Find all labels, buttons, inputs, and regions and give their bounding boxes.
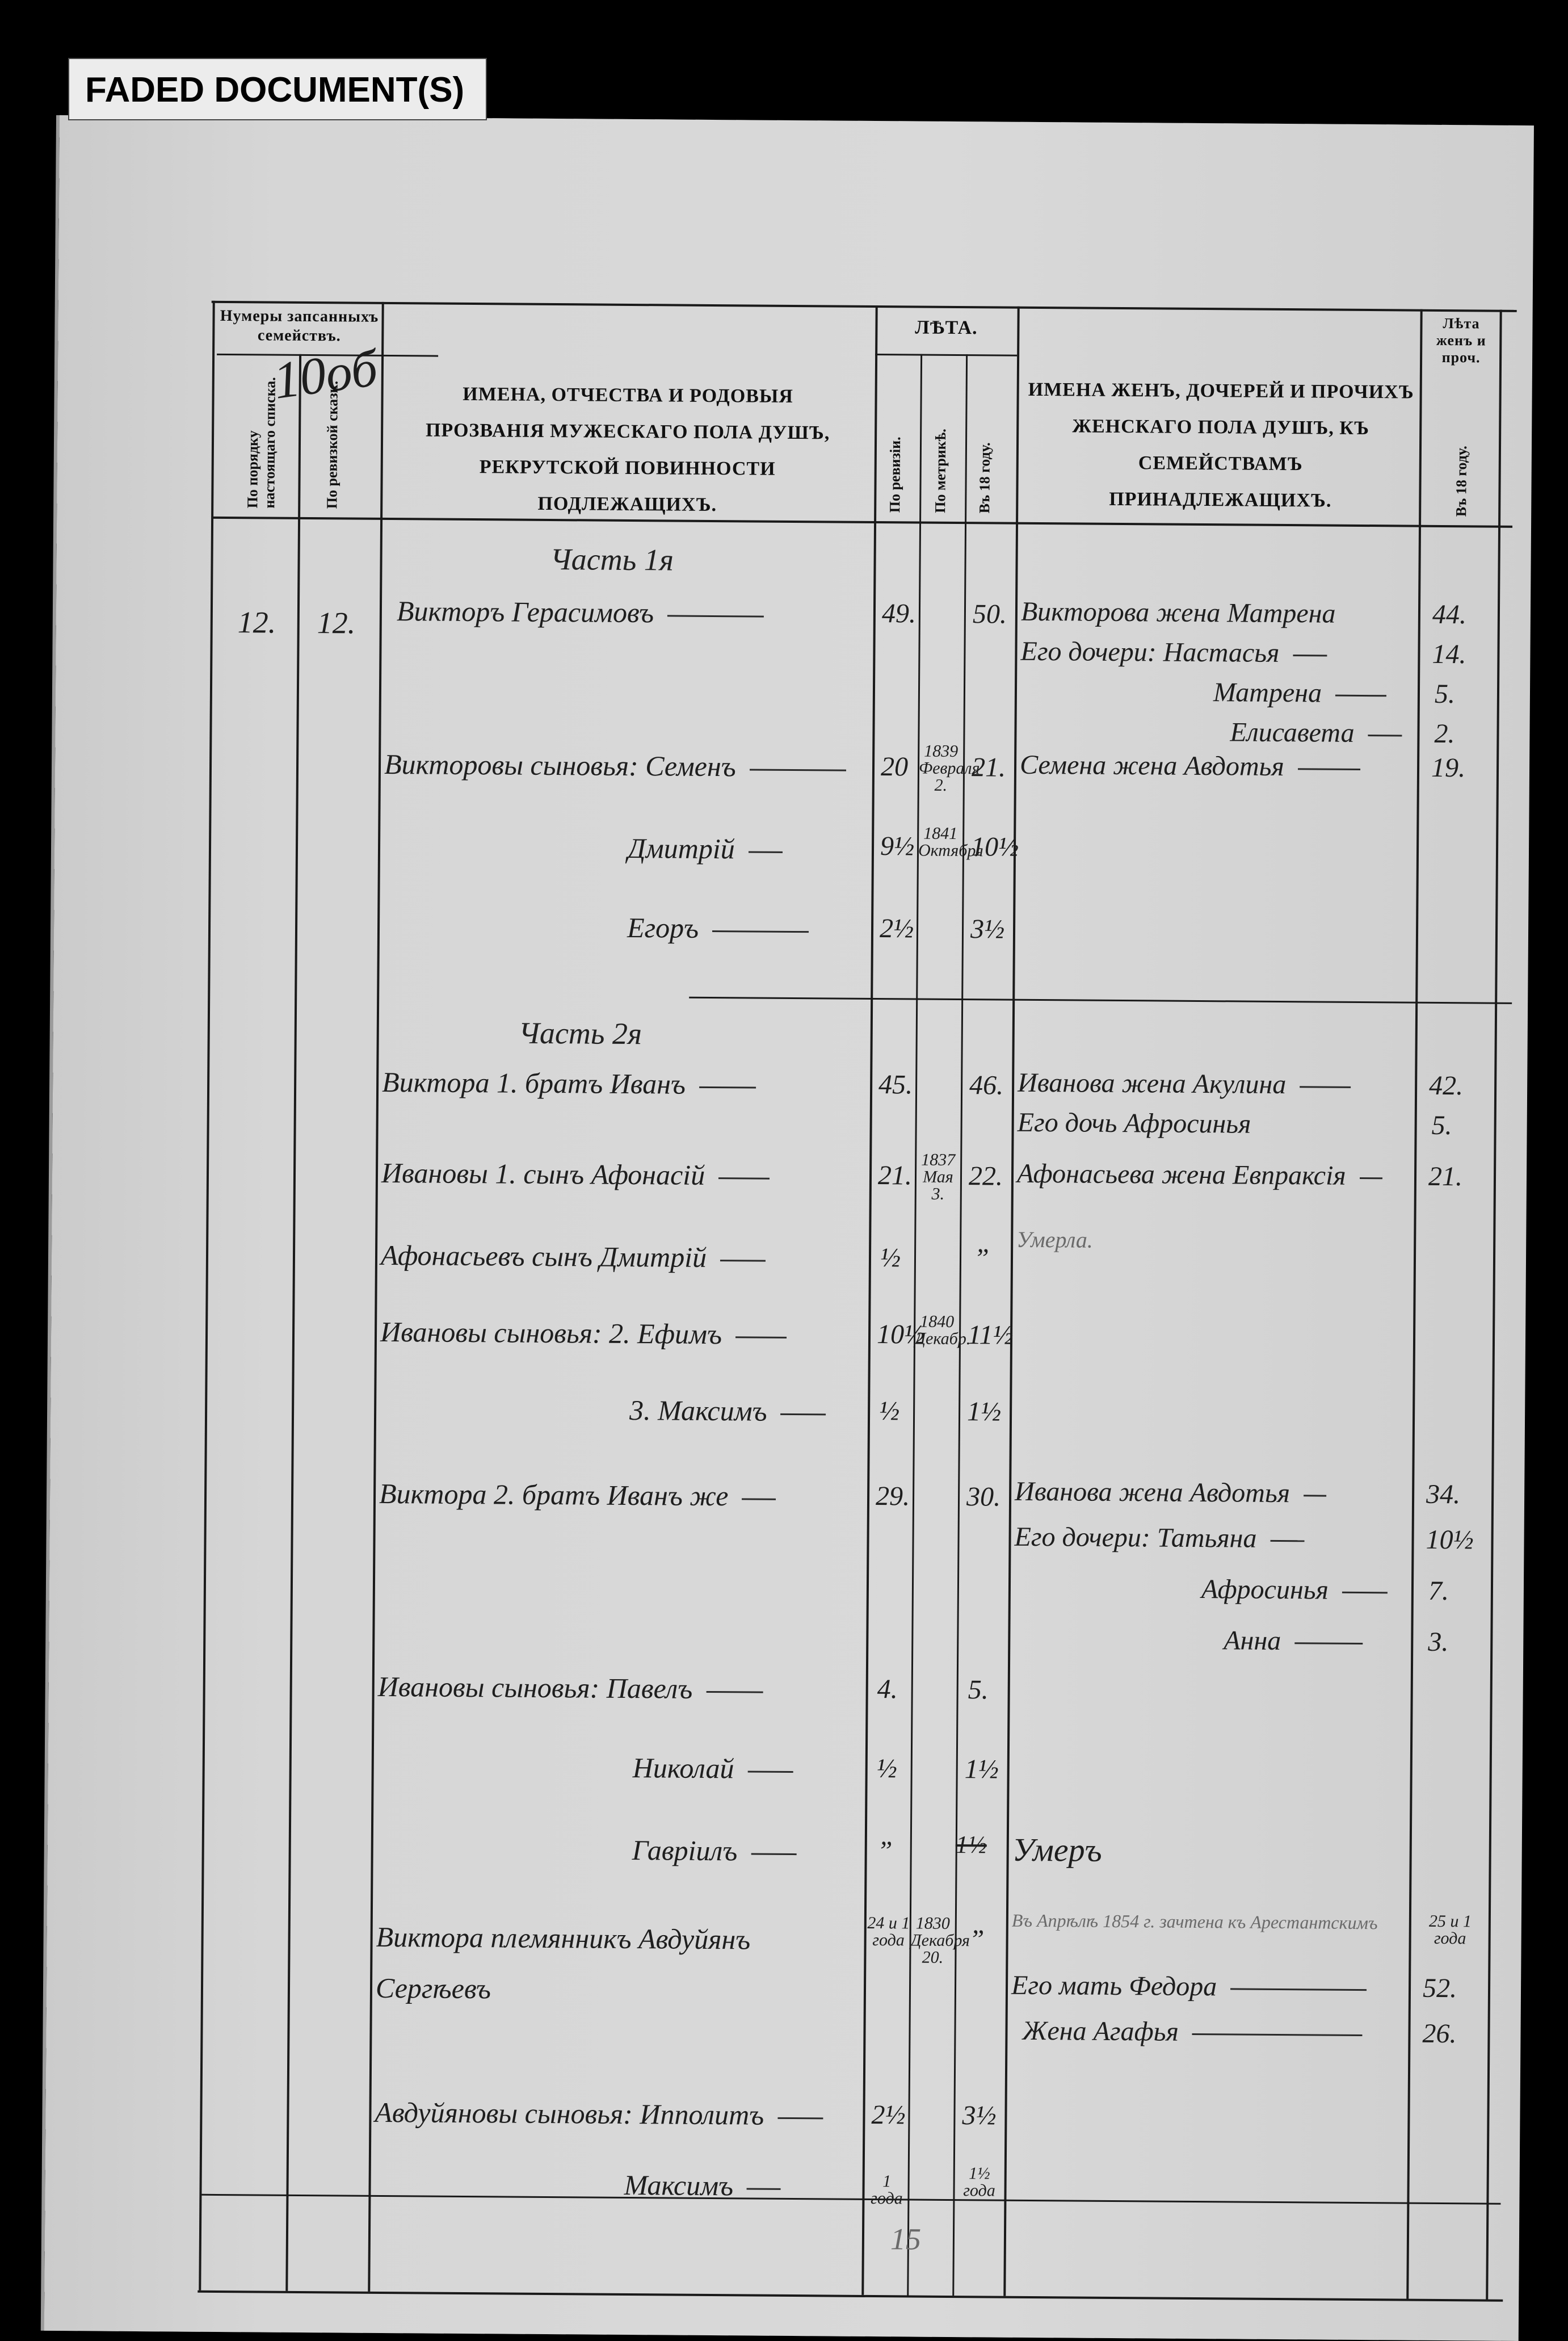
female-age: 7. (1428, 1575, 1449, 1606)
header-female-years-group: Лѣта женъ и проч. (1436, 314, 1486, 366)
female-name: Семена жена Авдотья (1020, 749, 1360, 783)
female-name: Жена Агафья (1022, 2015, 1363, 2049)
header-revision: По ревизкой сказк. (323, 380, 341, 509)
female-age: 52. (1422, 1973, 1457, 2004)
section-part-1: Часть 1я (550, 542, 674, 577)
male-age-revision: ½ (880, 1243, 901, 1273)
male-age-18: ” (969, 1924, 985, 1955)
female-age: 2. (1434, 718, 1455, 749)
male-age-revision: 1 года (871, 2172, 903, 2208)
female-name: Иванова жена Акулина (1018, 1067, 1351, 1101)
female-name: Елисавета (1230, 716, 1402, 749)
male-age-18: 10½ (970, 832, 1019, 862)
col-line-1 (285, 354, 301, 2291)
female-age: 44. (1432, 599, 1467, 630)
female-age: 25 и 1 года (1428, 1911, 1472, 1948)
male-name: 3. Максимъ (629, 1394, 826, 1428)
male-name: Николай (633, 1751, 793, 1785)
male-age-18: 11½ (967, 1320, 1014, 1350)
male-age-revision: 29. (875, 1481, 910, 1512)
male-age-18: 22. (968, 1161, 1003, 1192)
male-name: Гавріилъ (632, 1834, 797, 1868)
female-age: 10½ (1426, 1524, 1474, 1555)
male-age-revision: 20 (880, 752, 909, 782)
section-divider (689, 997, 1512, 1004)
male-age-18: 1½ года (963, 2164, 995, 2200)
female-note-arrest: Въ Апрѣлѣ 1854 г. зачтена къ Арестантскимъ (1011, 1910, 1378, 1933)
female-age: 26. (1422, 2018, 1457, 2049)
years-group-rule (875, 354, 1017, 356)
female-name: Афонасьева жена Евпраксія (1017, 1158, 1382, 1192)
col-line-0 (199, 301, 215, 2290)
female-name: Его дочери: Татьяна (1014, 1521, 1304, 1555)
male-age-revision: 2½ (871, 2100, 906, 2130)
header-male-names: ИМЕНА, ОТЧЕСТВА И РОДОВЫЯ ПРОЗВАНІЯ МУЖЕСКАГО ПОЛА ДУШЪ, РЕКРУТСКОЙ ПОВИННОСТИ ПОДЛЕЖАЩИХЪ. (425, 383, 830, 516)
register-page (44, 115, 1534, 2341)
col-line-8 (1486, 310, 1502, 2300)
faded-document-banner: FADED DOCUMENT(S) (68, 58, 487, 120)
female-age: 42. (1428, 1070, 1464, 1101)
male-age-revision: 49. (881, 598, 917, 629)
male-name: Авдуйяновы сыновья: Ипполитъ (375, 2096, 823, 2132)
male-name: Егоръ (627, 911, 809, 945)
male-age-revision: 10½ (876, 1319, 925, 1350)
male-name: Ивановы сыновья: 2. Ефимъ (380, 1315, 787, 1351)
male-age-18: 3½ (962, 2100, 997, 2131)
table-bottom-border (197, 2290, 1503, 2302)
family-list-number: 12. (237, 605, 276, 640)
female-age: 5. (1431, 1110, 1452, 1141)
male-metric-date: 1841 Октября (918, 824, 984, 861)
male-name: Ивановы 1. сынъ Афонасій (381, 1156, 770, 1192)
female-name: Матрена (1213, 677, 1386, 709)
died-note: Умеръ (1012, 1831, 1102, 1869)
female-name: Его дочери: Настасья (1020, 636, 1327, 669)
footer-rule (201, 2194, 1500, 2205)
male-age-revision: ½ (876, 1753, 897, 1784)
family-revision-number: 12. (317, 606, 356, 640)
male-age-18: 21. (971, 752, 1006, 783)
female-name: Его дочь Афросинья (1017, 1107, 1251, 1139)
section-part-2: Часть 2я (518, 1016, 642, 1051)
struck-age: 1½ (955, 1831, 987, 1859)
male-age-revision: ” (877, 1836, 893, 1866)
footer-mark: 15 (890, 2222, 922, 2256)
male-metric-date: 1830 Декабря 20. (910, 1914, 970, 1967)
female-name: Афросинья (1201, 1574, 1388, 1606)
male-age-18: ” (973, 1243, 989, 1274)
male-age-18: 46. (969, 1070, 1004, 1101)
header-by-revision: По ревизіи. (886, 437, 904, 513)
header-years-group: ЛѢТА. (915, 317, 978, 339)
male-age-18: 30. (966, 1482, 1001, 1512)
col-line-3 (861, 305, 877, 2295)
male-name: Дмитрій (628, 832, 783, 866)
male-age-revision: 24 и 1 года (867, 1913, 910, 1950)
female-name: Анна (1224, 1625, 1363, 1657)
male-metric-date: 1837 Мая 3. (921, 1150, 956, 1203)
male-name: Максимъ (624, 2168, 781, 2202)
female-name: Его мать Федора (1011, 1970, 1367, 2003)
female-age: 34. (1426, 1479, 1461, 1510)
table-top-border (212, 301, 1517, 312)
female-age: 14. (1432, 639, 1466, 670)
male-name: Викторъ Герасимовъ (397, 594, 764, 630)
female-age: 3. (1428, 1626, 1449, 1658)
male-name: Виктора 1. братъ Иванъ (382, 1065, 756, 1101)
male-age-revision: 4. (877, 1674, 898, 1705)
male-age-revision: 2½ (879, 913, 914, 944)
male-name: Викторовы сыновья: Семенъ (384, 748, 846, 784)
header-families-group: Нумеры запсанныхъ семействъ. (220, 307, 379, 345)
male-metric-date: 1839 Февраля 2. (918, 741, 980, 795)
male-age-18: 1½ (964, 1754, 999, 1785)
header-by-metric: По метрикѣ. (932, 429, 949, 513)
male-age-18: 5. (968, 1675, 989, 1705)
male-name: Афонасьевъ сынъ Дмитрій (381, 1239, 766, 1274)
female-note-died: Умерла. (1016, 1226, 1094, 1253)
col-line-7 (1406, 309, 1422, 2299)
page-number: 10об (270, 338, 381, 410)
header-current-list: По порядку настоящаго списка. (244, 377, 279, 509)
header-year-18: Въ 18 году. (976, 442, 994, 514)
male-metric-date: 1840 Декабр. (914, 1312, 971, 1349)
female-age: 19. (1431, 752, 1466, 783)
male-name: Виктора 2. братъ Иванъ же (379, 1477, 776, 1513)
female-name: Викторова жена Матрена (1020, 596, 1336, 629)
header-female-names: ИМЕНА ЖЕНЪ, ДОЧЕРЕЙ И ПРОЧИХЪ ЖЕНСКАГО ПОЛА ДУШЪ, КЪ СЕМЕЙСТВАМЪ ПРИНАДЛЕЖАЩИХЪ. (1028, 379, 1414, 511)
male-age-revision: 9½ (880, 831, 915, 862)
female-name: Иванова жена Авдотья (1015, 1476, 1326, 1509)
header-female-year-18: Въ 18 году. (1453, 446, 1470, 517)
male-age-revision: 45. (878, 1069, 913, 1100)
male-name: Ивановы сыновья: Павелъ (378, 1670, 763, 1706)
male-age-18: 3½ (970, 914, 1005, 945)
male-age-revision: ½ (878, 1396, 900, 1427)
male-age-18: 50. (972, 599, 1007, 630)
male-age-18: 1½ (966, 1396, 1002, 1427)
male-name: Виктора племянникъ Авдуйянъ Сергѣевъ (375, 1920, 751, 2005)
male-age-revision: 21. (877, 1160, 913, 1191)
female-age: 21. (1428, 1161, 1463, 1192)
female-age: 5. (1434, 678, 1456, 710)
